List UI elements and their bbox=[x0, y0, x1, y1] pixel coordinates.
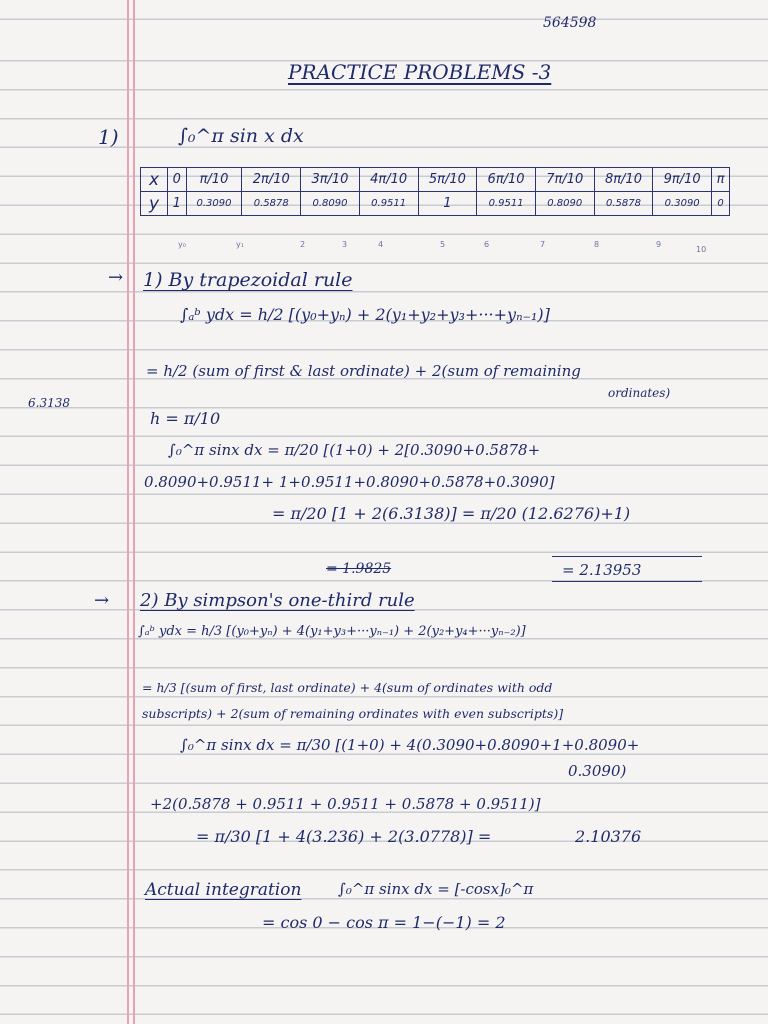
simpson-calc-1: ∫₀^π sinx dx = π/30 [(1+0) + 4(0.3090+0.8090+1+0.8090+ bbox=[180, 736, 640, 754]
x-cell: 3π/10 bbox=[301, 168, 360, 192]
actual-line-1: ∫₀^π sinx dx = [-cosx]₀^π bbox=[338, 880, 534, 898]
actual-line-2: = cos 0 − cos π = 1−(−1) = 2 bbox=[262, 913, 506, 932]
simpson-heading: 2) By simpson's one-third rule bbox=[140, 590, 415, 611]
y-cell: 0.3090 bbox=[653, 192, 712, 216]
simpson-result: 2.10376 bbox=[575, 827, 642, 846]
y-cell: 1 bbox=[168, 192, 187, 216]
step-width: h = π/10 bbox=[150, 409, 221, 428]
subscript: 7 bbox=[540, 240, 546, 249]
trap-calc-1: ∫₀^π sinx dx = π/20 [(1+0) + 2[0.3090+0.5878+ bbox=[168, 441, 541, 459]
subscript: 8 bbox=[594, 240, 600, 249]
x-cell: π bbox=[712, 168, 730, 192]
simpson-desc-2: subscripts) + 2(sum of remaining ordinates with even subscripts)] bbox=[142, 706, 564, 721]
y-cell: 0.5878 bbox=[594, 192, 653, 216]
y-cell: 0.5878 bbox=[242, 192, 301, 216]
actual-heading: Actual integration bbox=[145, 880, 302, 900]
y-cell: 0.8090 bbox=[535, 192, 594, 216]
margin-line-right bbox=[133, 0, 135, 1024]
simpson-calc-3: +2(0.5878 + 0.9511 + 0.9511 + 0.5878 + 0.9511)] bbox=[150, 795, 541, 813]
trap-result: = 2.13953 bbox=[562, 561, 642, 579]
simpson-desc-1: = h/3 [(sum of first, last ordinate) + 4(sum of ordinates with odd bbox=[142, 680, 553, 695]
simpson-calc-2: 0.3090) bbox=[568, 762, 627, 780]
trap-calc-2: 0.8090+0.9511+ 1+0.9511+0.8090+0.5878+0.3090] bbox=[144, 473, 555, 491]
x-cell: 4π/10 bbox=[359, 168, 418, 192]
subscript: 3 bbox=[342, 240, 348, 249]
y-cell: 0.9511 bbox=[477, 192, 536, 216]
y-cell: 0.9511 bbox=[359, 192, 418, 216]
trap-formula: ∫ₐᵇ ydx = h/2 [(y₀+yₙ) + 2(y₁+y₂+y₃+···+yₙ₋₁)] bbox=[180, 305, 550, 324]
problem-integral: ∫₀^π sin x dx bbox=[178, 125, 304, 147]
trap-calc-3: = π/20 [1 + 2(6.3138)] = π/20 (12.6276)+1) bbox=[272, 504, 631, 523]
x-cell: 9π/10 bbox=[653, 168, 712, 192]
y-cell: 0.8090 bbox=[301, 192, 360, 216]
x-label: x bbox=[141, 168, 168, 192]
trap-arrow: → bbox=[108, 267, 124, 288]
x-cell: 6π/10 bbox=[477, 168, 536, 192]
y-row bbox=[141, 192, 730, 216]
simpson-arrow: → bbox=[94, 590, 110, 611]
margin-note: 6.3138 bbox=[28, 396, 70, 410]
subscript: 10 bbox=[696, 245, 707, 254]
subscript: 5 bbox=[440, 240, 446, 249]
page-note: 564598 bbox=[543, 15, 597, 31]
trap-heading: 1) By trapezoidal rule bbox=[143, 269, 353, 291]
x-cell: π/10 bbox=[186, 168, 242, 192]
y-label: y bbox=[141, 192, 168, 216]
subscript: 2 bbox=[300, 240, 306, 249]
problem-number: 1) bbox=[98, 125, 119, 149]
simpson-calc-4: = π/30 [1 + 4(3.236) + 2(3.0778)] = bbox=[196, 827, 492, 846]
x-cell: 0 bbox=[168, 168, 187, 192]
margin-line-left bbox=[127, 0, 129, 1024]
subscript: 4 bbox=[378, 240, 384, 249]
subscript: 6 bbox=[484, 240, 490, 249]
subscript: y₁ bbox=[236, 240, 244, 249]
subscript: 9 bbox=[656, 240, 662, 249]
simpson-formula: ∫ₐᵇ ydx = h/3 [(y₀+yₙ) + 4(y₁+y₃+···yₙ₋₁) + 2(y₂+y₄+···yₙ₋₂)] bbox=[138, 624, 526, 639]
x-row bbox=[141, 168, 730, 192]
result-box-bottom bbox=[552, 581, 702, 582]
x-cell: 5π/10 bbox=[418, 168, 477, 192]
trap-desc-2: ordinates) bbox=[608, 386, 671, 400]
trap-desc-1: = h/2 (sum of first & last ordinate) + 2(sum of remaining bbox=[146, 362, 581, 380]
y-cell: 0.3090 bbox=[186, 192, 242, 216]
result-box-top bbox=[552, 556, 702, 557]
x-cell: 2π/10 bbox=[242, 168, 301, 192]
page-title: PRACTICE PROBLEMS -3 bbox=[288, 60, 552, 84]
y-cell: 0 bbox=[712, 192, 730, 216]
x-cell: 8π/10 bbox=[594, 168, 653, 192]
trap-struck-result: = 1.9825 bbox=[326, 561, 392, 577]
data-table bbox=[140, 167, 730, 216]
x-cell: 7π/10 bbox=[535, 168, 594, 192]
subscript: y₀ bbox=[178, 240, 186, 249]
y-cell: 1 bbox=[418, 192, 477, 216]
